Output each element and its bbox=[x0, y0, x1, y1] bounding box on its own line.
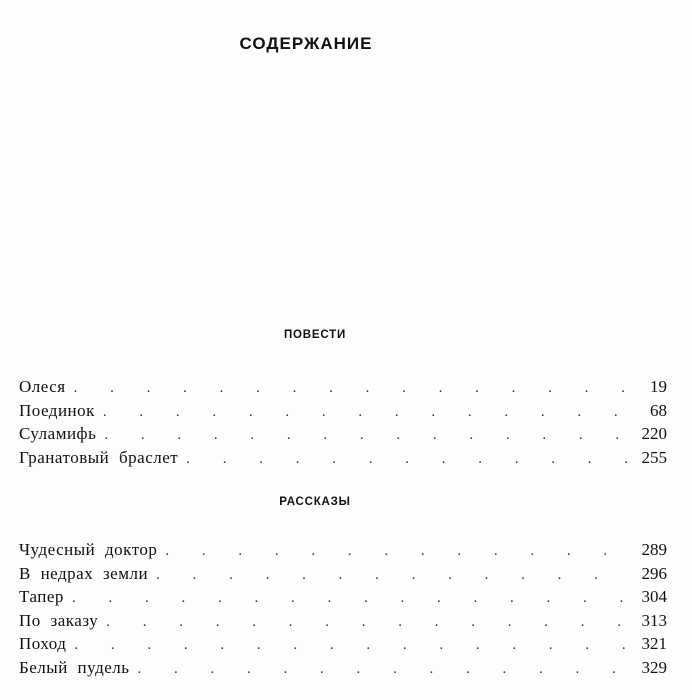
entry-title: Олеся bbox=[19, 377, 66, 396]
entry-title: Белый пудель bbox=[19, 657, 130, 677]
toc-entry bbox=[19, 609, 667, 633]
dot-leader bbox=[106, 611, 627, 635]
toc-entry bbox=[19, 399, 667, 423]
entry-page-number: 296 bbox=[641, 563, 667, 583]
dot-leader bbox=[138, 658, 627, 682]
toc-entry bbox=[19, 446, 667, 470]
toc-entry bbox=[19, 538, 667, 562]
dot-leader bbox=[156, 564, 627, 588]
entry-page-number: 220 bbox=[641, 424, 667, 444]
entry-title: В недрах земли bbox=[19, 563, 149, 583]
toc-entry bbox=[19, 585, 667, 609]
entry-page-number: 68 bbox=[650, 400, 667, 420]
dot-leader bbox=[74, 377, 627, 401]
toc-list-rasskazy bbox=[19, 538, 667, 680]
entry-page-number: 289 bbox=[641, 540, 667, 559]
toc-entry bbox=[19, 422, 667, 446]
dot-leader bbox=[72, 587, 627, 611]
entry-title: Чудесный доктор bbox=[19, 540, 158, 559]
entry-title: Поход bbox=[19, 634, 67, 654]
dot-leader bbox=[186, 448, 627, 472]
entry-title: Гранатовый браслет bbox=[19, 447, 179, 467]
dot-leader bbox=[74, 634, 627, 658]
toc-entry bbox=[19, 562, 667, 586]
toc-entry bbox=[19, 375, 667, 399]
entry-page-number: 313 bbox=[641, 610, 667, 630]
toc-list-povesti bbox=[19, 375, 667, 469]
section-heading-povesti: ПОВЕСТИ bbox=[283, 329, 347, 341]
entry-title: По заказу bbox=[19, 610, 99, 630]
entry-title: Поединок bbox=[19, 400, 95, 420]
entry-page-number: 304 bbox=[641, 587, 667, 607]
dot-leader bbox=[104, 424, 627, 448]
toc-entry bbox=[19, 656, 667, 680]
entry-page-number: 321 bbox=[641, 634, 667, 654]
entry-page-number: 255 bbox=[641, 447, 667, 467]
dot-leader bbox=[165, 540, 627, 564]
toc-entry bbox=[19, 632, 667, 656]
section-heading-rasskazy: РАССКАЗЫ bbox=[279, 496, 351, 508]
dot-leader bbox=[103, 401, 627, 425]
entry-page-number: 19 bbox=[650, 377, 667, 396]
entry-title: Тапер bbox=[19, 587, 64, 607]
page-title: СОДЕРЖАНИЕ bbox=[239, 34, 373, 53]
entry-title: Суламифь bbox=[19, 424, 97, 444]
entry-page-number: 329 bbox=[641, 657, 667, 677]
